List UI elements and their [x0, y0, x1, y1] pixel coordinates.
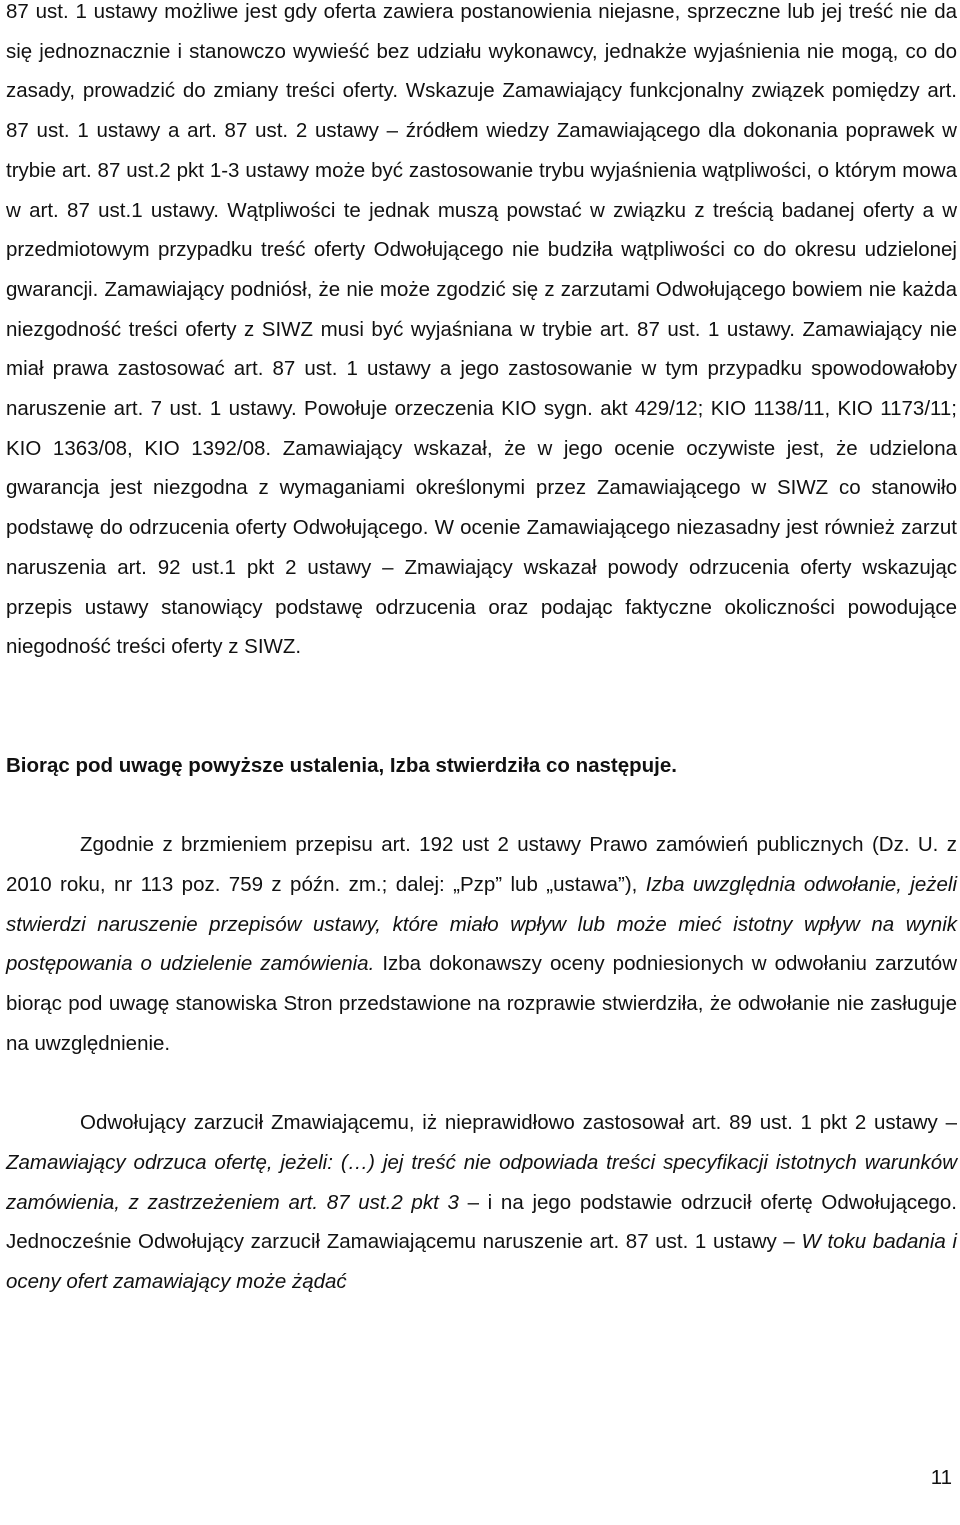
quoted-provision: W toku badania i oceny ofert zamawiający może żądać: [6, 1230, 957, 1294]
section-heading: Biorąc pod uwagę powyższe ustalenia, Izba stwierdziła co następuje.: [6, 753, 677, 777]
paragraph-text: Zgodnie z brzmieniem przepisu art. 192 ust 2 ustawy Prawo zamówień publicznych (Dz. U. z 2010 roku, nr 113 poz. 759 z późn. zm.; dalej: „Pzp” lub „ustawa”),: [6, 833, 957, 897]
paragraph-continuation: 87 ust. 1 ustawy możliwe jest gdy oferta zawiera postanowienia niejasne, sprzeczne lub jej treść nie da się jednoznacznie i stanowczo wywieść bez udziału wykonawcy, jednakże wyjaśnienia nie mogą, co do zasady, prowadzić do zmiany treści oferty. Wskazuje Zamawiający funkcjonalny związek pomiędzy art. 87 ust. 1 ustawy a art. 87 ust. 2 ustawy – źródłem wiedzy Zamawiającego dla dokonania poprawek w trybie art. 87 ust.2 pkt 1-3 ustawy może być zastosowanie trybu wyjaśnienia wątpliwości, o którym mowa w art. 87 ust.1 ustawy. Wątpliwości te jednak muszą powstać w związku z treścią badanej oferty a w przedmiotowym przypadku treść oferty Odwołującego nie budziła wątpliwości co do okresu udzielonej gwarancji. Zamawiający podniósł, że nie może zgodzić się z zarzutami Odwołującego bowiem nie każda niezgodność treści oferty z SIWZ musi być wyjaśniana w trybie art. 87 ust. 1 ustawy. Zamawiający nie miał prawa zastosować art. 87 ust. 1 ustawy a jego zastosowanie w tym przypadku spowodowałoby naruszenie art. 7 ust. 1 ustawy. Powołuje orzeczenia KIO sygn. akt 429/12; KIO 1138/11, KIO 1173/11; KIO 1363/08, KIO 1392/08. Zamawiający wskazał, że w jego ocenie oczywiste jest, że udzielona gwarancja jest niezgodna z wymaganiami określonymi przez Zamawiającego w SIWZ co stanowiło podstawę do odrzucenia oferty Odwołującego. W ocenie Zamawiającego niezasadny jest również zarzut naruszenia art. 92 ust.1 pkt 2 ustawy – Zmawiający wskazał powody odrzucenia oferty wskazując przepis ustawy stanowiący podstawę odrzucenia oraz podając faktyczne okoliczności powodujące niegodność treści oferty z SIWZ.: [6, 0, 957, 659]
document-page: [6, 0, 957, 1302]
paragraph-izba-assessment: [6, 825, 957, 1063]
quoted-provision: Zamawiający odrzuca ofertę, jeżeli: (…) jej treść nie odpowiada treści specyfikacji istotnych warunków zamówienia, z zastrzeżeniem art. 87 ust.2 pkt 3: [6, 1150, 957, 1214]
paragraph-text: Odwołujący zarzucił Zmawiającemu, iż nieprawidłowo zastosował art. 89 ust. 1 pkt 2 ustawy –: [80, 1111, 957, 1135]
paragraph-text: Izba dokonawszy oceny podniesionych w odwołaniu zarzutów biorąc pod uwagę stanowiska Stron przedstawione na rozprawie stwierdziła, że odwołanie nie zasługuje na uwzględnienie.: [6, 952, 957, 1055]
paragraph-text: – i na jego podstawie odrzucił ofertę Odwołującego. Jednocześnie Odwołujący zarzucił Zamawiającemu naruszenie art. 87 ust. 1 ustawy –: [6, 1190, 957, 1254]
quoted-provision: Izba uwzględnia odwołanie, jeżeli stwierdzi naruszenie przepisów ustawy, które miało wpływ lub może mieć istotny wpływ na wynik postępowania o udzielenie zamówienia.: [6, 873, 957, 976]
page-number: 11: [930, 1466, 952, 1489]
paragraph-appeal-charges: [6, 1103, 957, 1302]
